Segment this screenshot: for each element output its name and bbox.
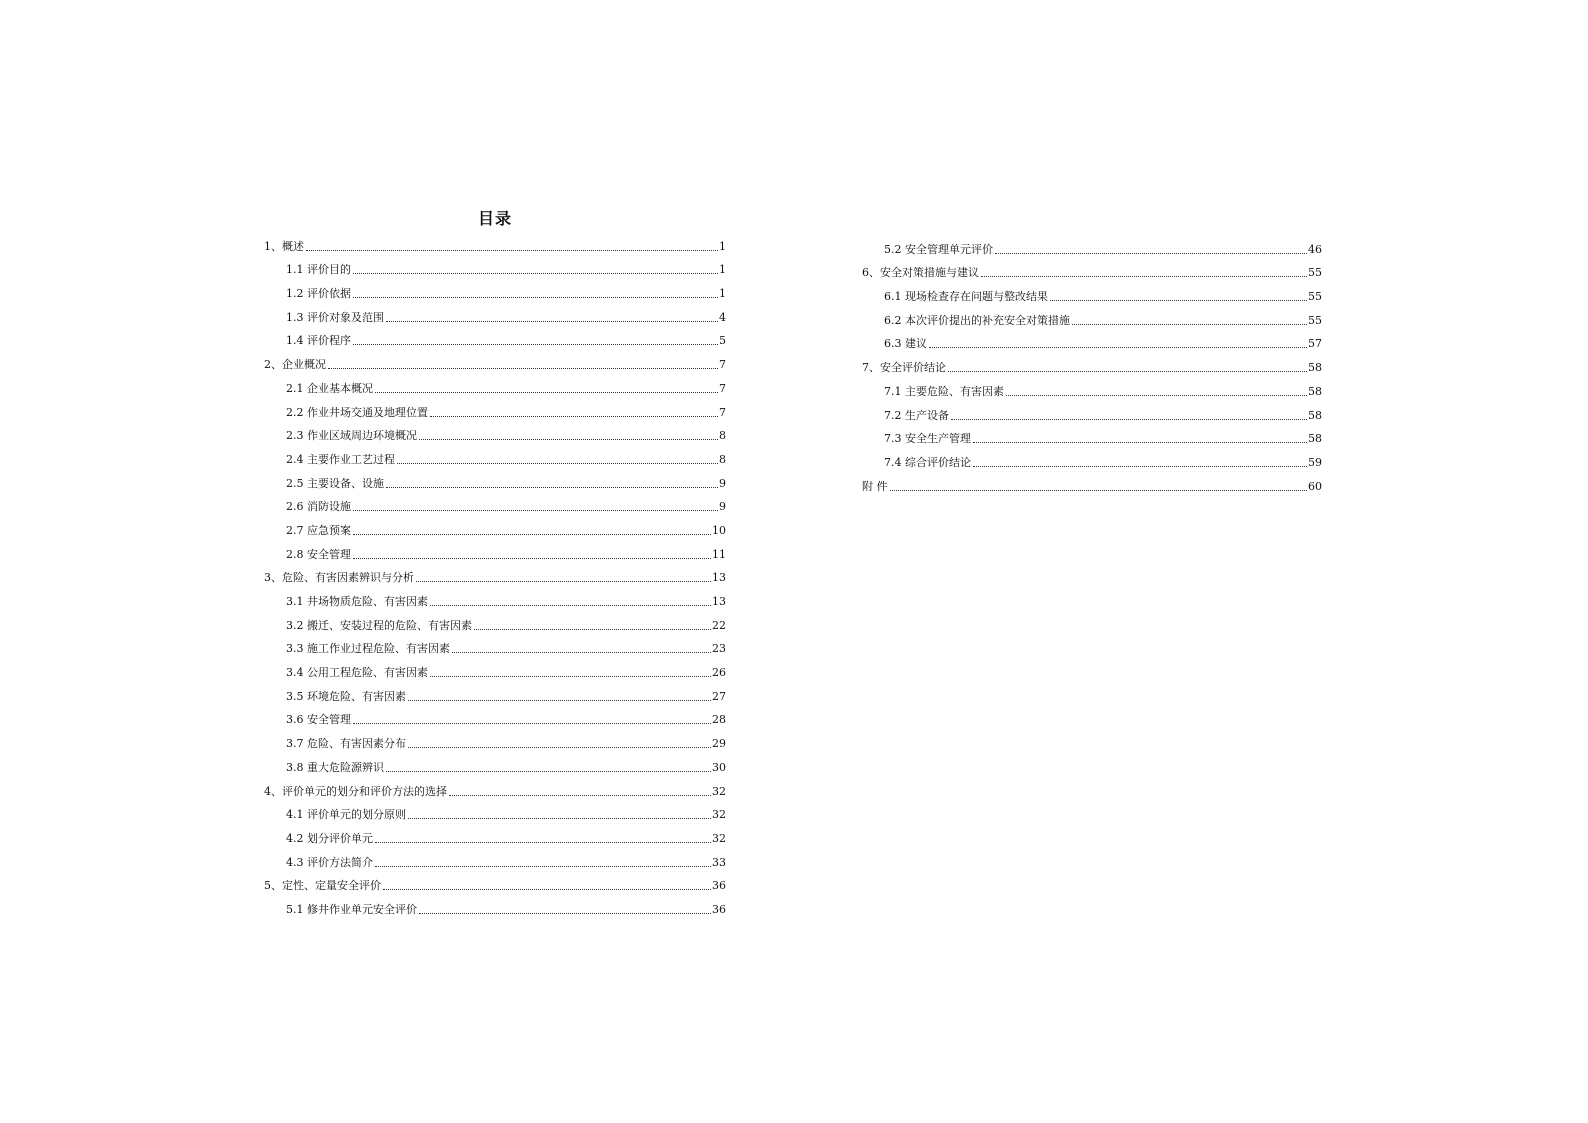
toc-entry-label: 2.6 消防设施 (286, 500, 351, 514)
toc-entry-label: 5、定性、定量安全评价 (264, 879, 381, 893)
toc-dot-leader (430, 416, 718, 417)
page-title: 目录 (477, 209, 512, 228)
toc-entry-page-number: 29 (712, 737, 726, 751)
toc-entry[interactable] (264, 467, 726, 491)
toc-entry[interactable] (264, 301, 726, 325)
toc-entry-page-number: 28 (712, 713, 726, 727)
toc-entry-label: 1.4 评价程序 (286, 334, 351, 348)
toc-entry-page-number: 36 (712, 902, 726, 916)
toc-entry[interactable] (862, 233, 1322, 257)
toc-dot-leader (353, 534, 711, 535)
toc-entry-page-number: 57 (1308, 337, 1322, 351)
toc-entry-page-number: 23 (712, 642, 726, 656)
toc-entry-page-number: 32 (712, 808, 726, 822)
toc-dot-leader (353, 297, 718, 298)
toc-dot-leader (890, 490, 1308, 491)
toc-dot-leader (408, 818, 711, 819)
toc-entry-page-number: 55 (1308, 313, 1322, 327)
toc-entry[interactable] (264, 277, 726, 301)
toc-dot-leader (948, 371, 1307, 372)
toc-entry-label: 2.4 主要作业工艺过程 (286, 452, 395, 466)
toc-dot-leader (353, 723, 711, 724)
toc-entry-page-number: 60 (1308, 479, 1322, 493)
toc-entry-label: 3.4 公用工程危险、有害因素 (286, 666, 428, 680)
toc-entry-label: 6.2 本次评价提出的补充安全对策措施 (884, 313, 1070, 327)
toc-entry-label: 3.3 施工作业过程危险、有害因素 (286, 642, 450, 656)
toc-entry-label: 6.3 建议 (884, 337, 927, 351)
toc-dot-leader (1006, 395, 1307, 396)
toc-entry-label: 7.3 安全生产管理 (884, 432, 971, 446)
toc-entry-page-number: 26 (712, 666, 726, 680)
toc-entry[interactable] (264, 420, 726, 444)
toc-dot-leader (408, 700, 711, 701)
toc-entry[interactable] (264, 609, 726, 633)
toc-dot-leader (474, 629, 711, 630)
toc-entry-label: 3.8 重大危险源辨识 (286, 760, 384, 774)
toc-entry-label: 2.2 作业井场交通及地理位置 (286, 405, 428, 419)
toc-entry-page-number: 46 (1308, 242, 1322, 256)
toc-entry-page-number: 59 (1308, 455, 1322, 469)
toc-dot-leader (951, 419, 1307, 420)
toc-entry[interactable] (862, 304, 1322, 328)
toc-entry[interactable] (264, 396, 726, 420)
toc-entry-page-number: 7 (719, 358, 726, 372)
toc-entry-page-number: 58 (1308, 361, 1322, 375)
toc-entry-page-number: 13 (712, 595, 726, 608)
toc-dot-leader (452, 652, 711, 653)
toc-entry-label: 附 件 (862, 479, 888, 493)
toc-dot-leader (306, 250, 718, 251)
toc-entry-label: 1.1 评价目的 (286, 263, 351, 277)
toc-entry[interactable] (264, 633, 726, 657)
toc-entry[interactable] (264, 585, 726, 609)
toc-dot-leader (397, 463, 718, 464)
toc-dot-leader (430, 605, 711, 606)
toc-entry-page-number: 58 (1308, 408, 1322, 422)
toc-entry-page-number: 55 (1308, 290, 1322, 304)
toc-entry-label: 2、企业概况 (264, 358, 326, 372)
toc-entry[interactable] (264, 254, 726, 278)
toc-entry-page-number: 27 (712, 689, 726, 703)
toc-dot-leader (386, 321, 718, 322)
toc-entry-page-number: 8 (719, 452, 726, 466)
toc-entry[interactable] (264, 893, 726, 917)
toc-entry-label: 3.2 搬迁、安装过程的危险、有害因素 (286, 618, 472, 632)
toc-entry-label: 2.3 作业区域周边环境概况 (286, 429, 417, 443)
toc-entry-page-number: 32 (712, 831, 726, 845)
toc-dot-leader (375, 842, 711, 843)
toc-dot-leader (1072, 324, 1307, 325)
toc-entry-page-number: 33 (712, 855, 726, 869)
toc-entry-label: 2.7 应急预案 (286, 523, 351, 537)
toc-dot-leader (386, 487, 718, 488)
toc-entry[interactable] (264, 230, 726, 254)
toc-entry[interactable] (264, 325, 726, 349)
toc-entry[interactable] (264, 538, 726, 562)
toc-entry[interactable] (862, 446, 1322, 470)
toc-entry[interactable] (264, 656, 726, 680)
toc-entry-page-number: 7 (719, 381, 726, 395)
toc-dot-leader (353, 273, 718, 274)
toc-entry[interactable] (264, 775, 726, 799)
toc-entry[interactable] (264, 443, 726, 467)
toc-entry-label: 1.2 评价依据 (286, 287, 351, 301)
toc-entry[interactable] (264, 727, 726, 751)
toc-entry-page-number: 58 (1308, 384, 1322, 398)
toc-entry-label: 3.1 井场物质危险、有害因素 (286, 595, 428, 608)
toc-dot-leader (375, 392, 718, 393)
toc-dot-leader (353, 510, 718, 511)
toc-dot-leader (408, 747, 711, 748)
toc-dot-leader (981, 276, 1307, 277)
toc-entry-label: 4.3 评价方法简介 (286, 855, 373, 869)
toc-entry-page-number: 10 (712, 523, 726, 537)
toc-entry-label: 5.2 安全管理单元评价 (884, 242, 993, 256)
toc-dot-leader (328, 368, 718, 369)
toc-entry-page-number: 5 (719, 334, 726, 348)
toc-entry-label: 1.3 评价对象及范围 (286, 310, 384, 324)
toc-entry[interactable] (862, 280, 1322, 304)
toc-entry[interactable] (264, 704, 726, 728)
toc-entry[interactable] (264, 846, 726, 870)
toc-entry-label: 7、安全评价结论 (862, 361, 946, 375)
toc-entry-page-number: 1 (719, 287, 726, 301)
toc-entry[interactable] (264, 822, 726, 846)
toc-entry-page-number: 55 (1308, 266, 1322, 280)
toc-dot-leader (353, 344, 718, 345)
toc-dot-leader (386, 771, 711, 772)
toc-dot-leader (1050, 300, 1307, 301)
toc-left-column (264, 230, 726, 917)
toc-dot-leader (929, 347, 1307, 348)
toc-dot-leader (419, 439, 718, 440)
toc-entry-label: 5.1 修井作业单元安全评价 (286, 902, 417, 916)
toc-entry-page-number: 9 (719, 500, 726, 514)
toc-dot-leader (449, 795, 711, 796)
toc-entry[interactable] (264, 799, 726, 823)
toc-entry[interactable] (264, 870, 726, 894)
toc-dot-leader (430, 676, 711, 677)
toc-entry[interactable] (862, 399, 1322, 423)
toc-entry[interactable] (862, 375, 1322, 399)
toc-entry-label: 4.2 划分评价单元 (286, 831, 373, 845)
toc-dot-leader (995, 253, 1307, 254)
toc-entry-page-number: 30 (712, 760, 726, 774)
toc-entry[interactable] (862, 423, 1322, 447)
toc-entry-label: 6、安全对策措施与建议 (862, 266, 979, 280)
toc-dot-leader (383, 889, 711, 890)
toc-entry-label: 2.5 主要设备、设施 (286, 476, 384, 490)
toc-entry-label: 2.1 企业基本概况 (286, 381, 373, 395)
toc-entry-page-number: 32 (712, 784, 726, 798)
toc-entry-label: 6.1 现场检查存在问题与整改结果 (884, 290, 1048, 304)
toc-dot-leader (353, 558, 711, 559)
toc-entry-page-number: 22 (712, 618, 726, 632)
toc-entry[interactable] (862, 470, 1322, 494)
toc-entry-label: 3.7 危险、有害因素分布 (286, 737, 406, 751)
toc-entry-label: 1、概述 (264, 239, 304, 253)
toc-right-column (862, 233, 1322, 494)
toc-entry-label: 7.1 主要危险、有害因素 (884, 384, 1004, 398)
toc-entry[interactable] (264, 348, 726, 372)
toc-entry-label: 3.5 环境危险、有害因素 (286, 689, 406, 703)
toc-entry[interactable] (264, 751, 726, 775)
toc-entry-page-number: 13 (712, 571, 726, 585)
toc-entry[interactable] (264, 491, 726, 515)
toc-entry[interactable] (264, 680, 726, 704)
toc-entry-page-number: 8 (719, 429, 726, 443)
toc-entry-label: 3.6 安全管理 (286, 713, 351, 727)
toc-entry-label: 4.1 评价单元的划分原则 (286, 808, 406, 822)
toc-entry-page-number: 11 (712, 547, 726, 561)
toc-entry-page-number: 58 (1308, 432, 1322, 446)
toc-dot-leader (419, 913, 711, 914)
toc-entry-page-number: 1 (719, 263, 726, 277)
toc-entry-page-number: 4 (719, 310, 726, 324)
toc-entry-label: 2.8 安全管理 (286, 547, 351, 561)
toc-entry[interactable] (264, 372, 726, 396)
toc-dot-leader (973, 466, 1307, 467)
toc-entry-page-number: 36 (712, 879, 726, 893)
toc-entry[interactable] (862, 257, 1322, 281)
toc-entry[interactable] (862, 351, 1322, 375)
toc-dot-leader (416, 581, 711, 582)
toc-entry[interactable] (264, 514, 726, 538)
toc-entry-label: 4、评价单元的划分和评价方法的选择 (264, 784, 447, 798)
toc-entry-label: 3、危险、有害因素辨识与分析 (264, 571, 414, 585)
toc-entry-page-number: 7 (719, 405, 726, 419)
toc-dot-leader (375, 866, 711, 867)
toc-entry-label: 7.2 生产设备 (884, 408, 949, 422)
toc-entry[interactable] (264, 562, 726, 586)
toc-dot-leader (973, 442, 1307, 443)
toc-entry-label: 7.4 综合评价结论 (884, 455, 971, 469)
toc-entry-page-number: 1 (719, 239, 726, 253)
toc-entry[interactable] (862, 328, 1322, 352)
toc-entry-page-number: 9 (719, 476, 726, 490)
